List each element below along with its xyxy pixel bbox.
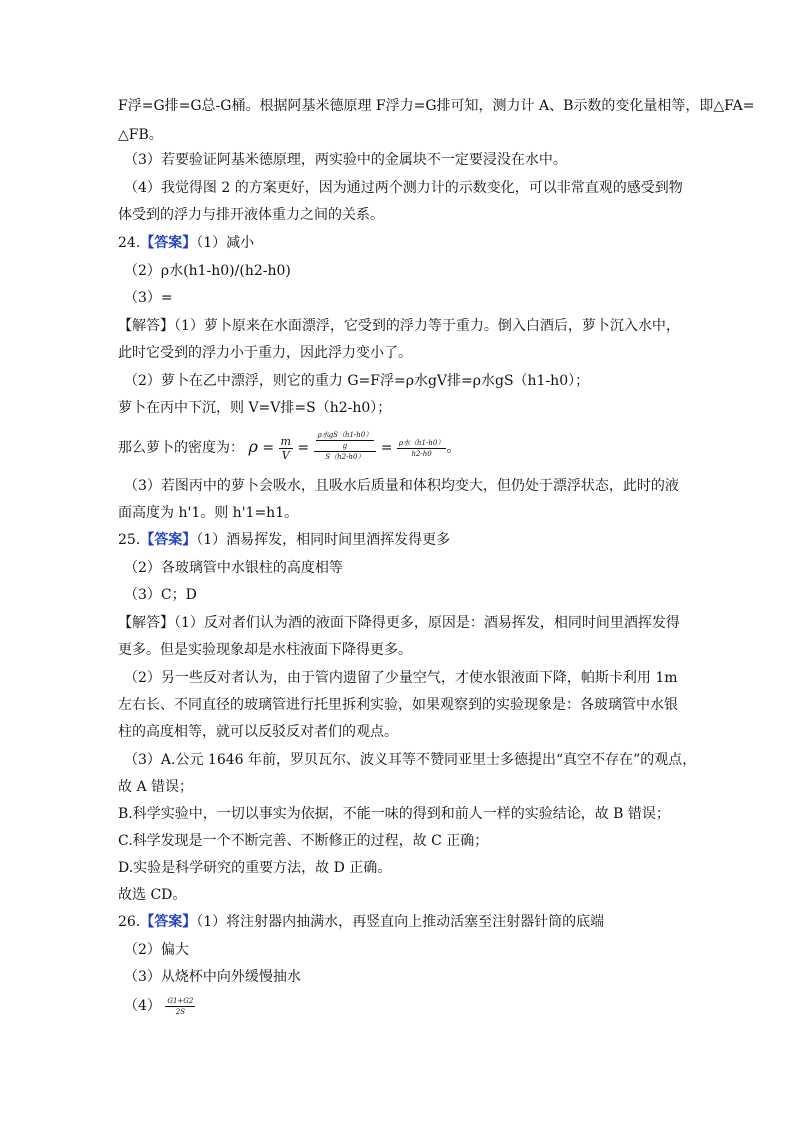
text-line: 故选 CD。 <box>118 887 187 903</box>
formula-line-q26 <box>124 994 195 1018</box>
text-line: （2）萝卜在乙中漂浮，则它的重力 G=F浮=ρ水gV排=ρ水gS（h1-h0）； <box>124 373 590 389</box>
fraction-numerator <box>314 430 377 452</box>
answer-tag: 【答案】 <box>140 235 197 251</box>
fraction-inner <box>316 430 375 451</box>
answer-tag: 【答案】 <box>140 914 197 930</box>
fraction-numerator: G1+G2 <box>167 996 194 1005</box>
text-line: （3）C；D <box>124 587 197 603</box>
text-line: 左右长、不同直径的玻璃管进行托里拆利实验，如果观察到的实验现象是：各玻璃管中水银 <box>118 697 678 713</box>
text-line: （4）我觉得图 2 的方案更好，因为通过两个测力计的示数变化，可以非常直观的感受到物 <box>124 180 683 196</box>
text-line: （3）A.公元 1646 年前，罗贝瓦尔、波义耳等不赞同亚里士多德提出“真空不存在”的观点， <box>124 752 697 768</box>
text-line: （2）ρ水(h1-h0)/(h2-h0) <box>124 263 291 279</box>
text-line: B.科学实验中，一切以事实为依据，不能一味的得到和前人一样的实验结论，故 B 错误； <box>118 806 670 822</box>
answer-text: （1）将注射器内抽满水，再竖直向上推动活塞至注射器针筒的底端 <box>196 914 605 930</box>
fraction-g1g2-over-2s <box>165 996 195 1017</box>
text-line: （3）= <box>124 290 173 306</box>
fraction-denominator: S（h2-h0） <box>325 453 365 461</box>
text-line: （2）另一些反对者认为，由于管内遗留了少量空气，才使水银液面下降，帕斯卡利用 1m <box>124 670 678 686</box>
text-line: F浮=G排=G总-G桶。根据阿基米德原理 F浮力=G排可知，测力计 A、B示数的变化量相等，即△FA= <box>118 98 755 114</box>
text-line: （3）若图丙中的萝卜会吸水，且吸水后质量和体积均变大，但仍处于漂浮状态，此时的液 <box>124 478 679 494</box>
text-line: 体受到的浮力与排开液体重力之间的关系。 <box>118 207 384 223</box>
answer-text: （1）酒易挥发，相同时间里酒挥发得更多 <box>196 532 451 548</box>
solution-line <box>118 613 680 633</box>
period: 。 <box>446 440 461 456</box>
fraction-denominator: V <box>281 448 290 462</box>
fraction-m-over-v <box>279 435 293 462</box>
fraction-denominator: 2S <box>175 1007 185 1016</box>
fraction-numerator: ρ水gS（h1-h0） <box>317 431 373 439</box>
fraction-result <box>397 438 446 459</box>
text-line: 更多。但是实验现象却是水柱液面下降得更多。 <box>118 642 412 658</box>
equals-sign: = <box>380 440 393 456</box>
answer-line-q26 <box>118 912 604 932</box>
text-line: 面高度为 h'1。则 h'1=h1。 <box>118 505 299 521</box>
equals-sign: = <box>262 440 275 456</box>
solution-tag: 【解答】 <box>118 318 174 334</box>
density-formula-line <box>118 432 460 464</box>
text-line: 柱的高度相等，就可以反驳反对者们的观点。 <box>118 724 398 740</box>
solution-tag: 【解答】 <box>118 615 174 631</box>
fraction-denominator: h2-h0 <box>411 449 432 458</box>
fraction-compound <box>314 430 377 462</box>
answer-tag: 【答案】 <box>140 532 197 548</box>
rho-symbol: ρ <box>248 437 258 456</box>
text-line: （2）各玻璃管中水银柱的高度相等 <box>124 560 343 576</box>
text-line: 此时它受到的浮力小于重力，因此浮力变小了。 <box>118 345 412 361</box>
text-line: （3）若要验证阿基米德原理，两实验中的金属块不一定要浸没在水中。 <box>124 152 567 168</box>
answer-text: （1）减小 <box>196 235 255 251</box>
equals-sign: = <box>297 440 310 456</box>
answer-line-q24 <box>118 233 254 253</box>
text-line: 故 A 错误； <box>118 779 194 795</box>
text-line: C.科学发现是一个不断完善、不断修正的过程，故 C 正确； <box>118 833 489 849</box>
question-number: 26. <box>118 914 141 930</box>
text-line: （3）从烧杯中向外缓慢抽水 <box>124 969 301 985</box>
question-number: 25. <box>118 532 141 548</box>
text-line: △FB。 <box>118 127 163 143</box>
text-line: （2）偏大 <box>124 942 189 958</box>
solution-text: （1）反对者们认为酒的液面下降得更多，原因是：酒易挥发，相同时间里酒挥发得 <box>174 615 680 631</box>
formula-prefix: 那么萝卜的密度为： <box>118 440 244 456</box>
fraction-numerator: ρ水（h1-h0） <box>398 438 445 447</box>
solution-text: （1）萝卜原来在水面漂浮，它受到的浮力等于重力。倒入白酒后，萝卜沉入水中， <box>174 318 680 334</box>
formula-prefix: （4） <box>124 998 161 1014</box>
question-number: 24. <box>118 235 141 251</box>
fraction-numerator: m <box>280 434 291 448</box>
text-line: 萝卜在丙中下沉，则 V=V排=S（h2-h0）； <box>118 400 392 416</box>
fraction-denominator: g <box>342 442 348 450</box>
text-line: D.实验是科学研究的重要方法，故 D 正确。 <box>118 860 392 876</box>
solution-line <box>118 316 680 336</box>
answer-line-q25 <box>118 530 450 550</box>
